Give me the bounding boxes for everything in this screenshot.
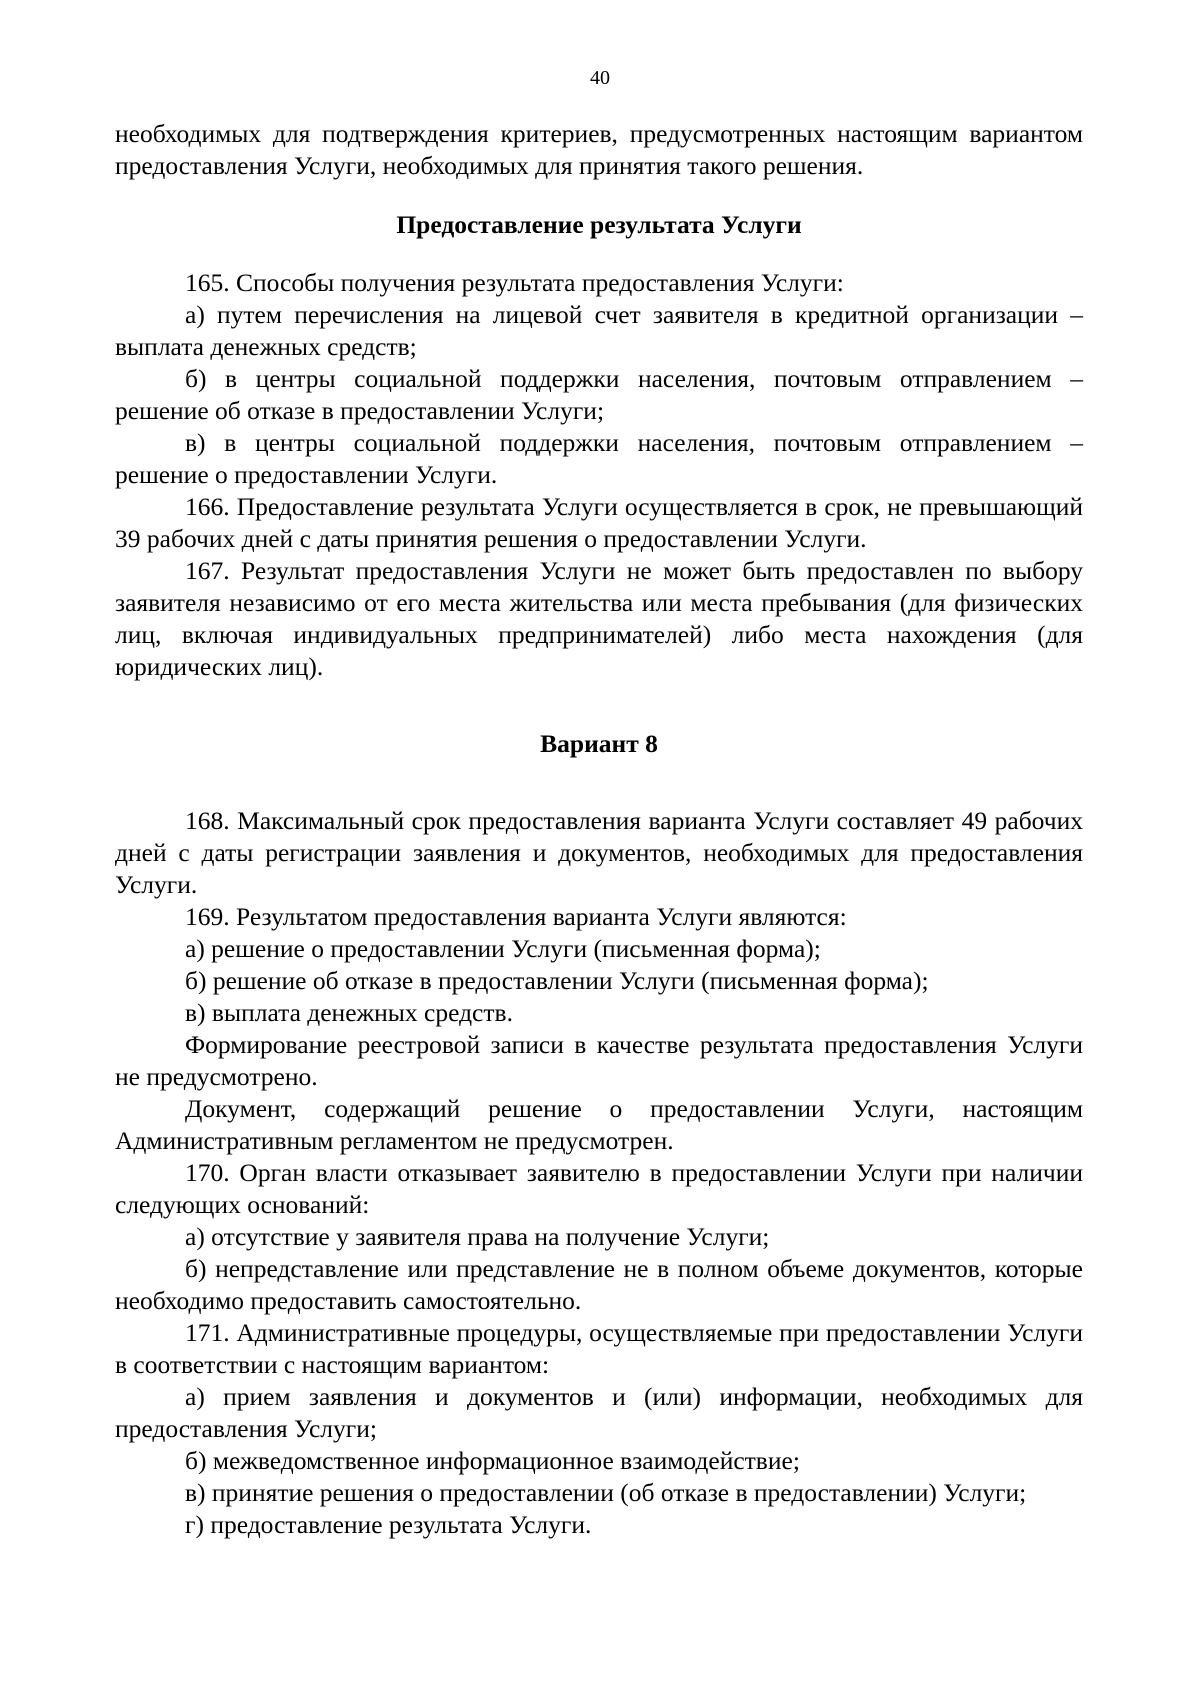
paragraph-registry-note: Формирование реестровой записи в качестве результата предоставления Услуги не предусмотрено. (115, 1030, 1083, 1091)
paragraph-165-b: б) в центры социальной поддержки населения, почтовым отправлением – решение об отказе в предоставлении Услуги; (115, 364, 1083, 425)
paragraph-171-c: в) принятие решения о предоставлении (об отказе в предоставлении) Услуги; (185, 1478, 1027, 1507)
paragraph-169-c: в) выплата денежных средств. (185, 998, 513, 1027)
paragraph-165-a: а) путем перечисления на лицевой счет заявителя в кредитной организации – выплата денежных средств; (115, 300, 1083, 361)
paragraph-document-note: Документ, содержащий решение о предоставлении Услуги, настоящим Административным регламентом не предусмотрен. (115, 1094, 1083, 1155)
paragraph-171-d: г) предоставление результата Услуги. (185, 1510, 592, 1539)
intro-paragraph: необходимых для подтверждения критериев, предусмотренных настоящим вариантом предоставления Услуги, необходимых для принятия такого решения. (115, 119, 1083, 180)
paragraph-170-a: а) отсутствие у заявителя права на получение Услуги; (185, 1222, 770, 1251)
paragraph-170: 170. Орган власти отказывает заявителю в предоставлении Услуги при наличии следующих оснований: (115, 1158, 1083, 1219)
paragraph-169-a: а) решение о предоставлении Услуги (письменная форма); (185, 934, 821, 963)
paragraph-165-c: в) в центры социальной поддержки населения, почтовым отправлением – решение о предоставлении Услуги. (115, 428, 1083, 489)
paragraph-167: 167. Результат предоставления Услуги не может быть предоставлен по выбору заявителя независимо от его места жительства или места пребывания (для физических лиц, включая индивидуальных предпринимателей) либо места нахождения (для юридических лиц). (115, 556, 1083, 681)
section-result-body (115, 267, 1083, 683)
paragraph-166: 166. Предоставление результата Услуги осуществляется в срок, не превышающий 39 рабочих дней с даты принятия решения о предоставлении Услуги. (115, 492, 1083, 553)
paragraph-165: 165. Способы получения результата предоставления Услуги: (185, 268, 844, 297)
paragraph-169: 169. Результатом предоставления варианта Услуги являются: (185, 902, 847, 931)
section-variant-body (115, 805, 1083, 1541)
paragraph-171-a: а) прием заявления и документов и (или) информации, необходимых для предоставления Услуги; (115, 1382, 1083, 1443)
paragraph-168: 168. Максимальный срок предоставления варианта Услуги составляет 49 рабочих дней с даты регистрации заявления и документов, необходимых для предоставления Услуги. (115, 806, 1083, 899)
paragraph-170-b: б) непредставление или представление не в полном объеме документов, которые необходимо предоставить самостоятельно. (115, 1254, 1083, 1315)
paragraph-171-b: б) межведомственное информационное взаимодействие; (185, 1446, 800, 1475)
page-content (115, 118, 1083, 1541)
page-number: 40 (590, 67, 610, 89)
paragraph-169-b: б) решение об отказе в предоставлении Услуги (письменная форма); (185, 966, 929, 995)
paragraph-171: 171. Административные процедуры, осуществляемые при предоставлении Услуги в соответствии с настоящим вариантом: (115, 1318, 1083, 1379)
section-heading-variant: Вариант 8 (540, 729, 658, 758)
section-heading-result: Предоставление результата Услуги (396, 210, 802, 239)
